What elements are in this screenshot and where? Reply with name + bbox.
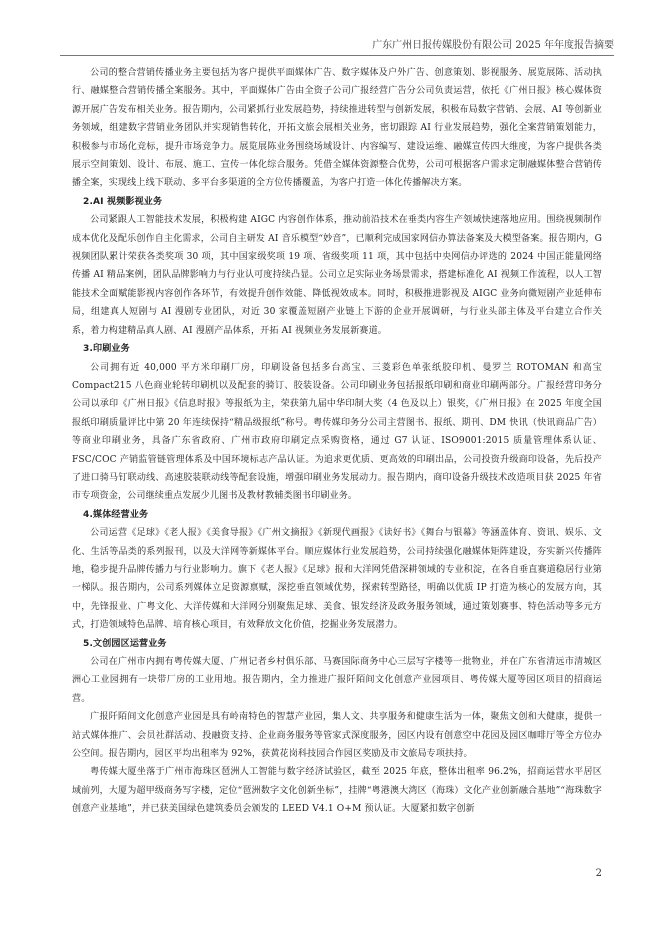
page-number: 2 (595, 868, 602, 879)
section-heading-ai-video: 2.AI 视频影视业务 (83, 196, 163, 207)
report-header: 广东广州日报传媒股份有限公司 2025 年年度报告摘要 (372, 40, 614, 51)
paragraph-creative-park: 广报阡陌间文化创意产业园是具有岭南特色的智慧产业园，集人文、共享服务和健康生活为一体，聚焦文创和大健康，提供一站式媒体推广、会员社群活动、投融资支持、企业商务服务等管家式深度服务，园区内设有创意空中花园及园区咖啡厅等全方位办公空间。报告期内，园区平均出租率为 92%，获黄花岗科技园合作园区奖励及市文旅局专项扶持。 (72, 712, 602, 760)
report-body (72, 64, 602, 819)
paragraph-media-building: 粤传媒大厦坐落于广州市海珠区琶洲人工智能与数字经济试验区，截至 2025 年底，整体出租率 96.2%，招商运营水平居区域前列，大厦为超甲级商务写字楼，定位“琶洲数字文化创新坐标”，挂牌“粤港澳大湾区（海珠）文化产业创新融合基地”“海珠数字创意产业基地”，并已获美国绿色建筑委员会颁发的 LEED V4.1 O+M 预认证。大厦紧扣数字创新 (72, 767, 602, 815)
paragraph-media-operation: 公司运营《足球》《老人报》《美食导报》《广州文摘报》《新现代画报》《读好书》《舞台与银幕》等涵盖体育、资讯、娱乐、文化、生活等品类的系列报刊，以及大洋网等新媒体平台。顺应媒体行业发展趋势，公司持续强化融媒体矩阵建设，夯实新兴传播阵地，稳步提升品牌传播力与行业影响力。旗下《老人报》《足球》报和大洋网凭借深耕领域的专业积淀，在各自垂直赛道稳居行业第一梯队。报告期内，公司系列媒体立足资源禀赋，深挖垂直领域优势，探索转型路径，明确以优质 IP 打造为核心的发展方向，其中，先锋报业、广粤文化、大洋传媒和大洋网分别聚焦足球、美食、银发经济及政务服务领域，通过策划赛事、特色活动等多元方式，打造领域特色品牌、培育核心项目，有效释放文化价值，挖掘业务发展潜力。 (72, 528, 602, 631)
section-heading-creative-park: 5.文创园区运营业务 (83, 638, 167, 649)
paragraph-properties: 公司在广州市内拥有粤传媒大厦、广州记者乡村俱乐部、马赛国际商务中心三层写字楼等一批物业，并在广东省清远市清城区洲心工业园拥有一块带厂房的工业用地。报告期内，全力推进广报阡陌间文化创意产业园项目、粤传媒大厦等园区项目的招商运营。 (72, 657, 602, 704)
header-divider (60, 55, 614, 56)
section-heading-media-operation: 4.媒体经营业务 (83, 509, 149, 520)
paragraph-integrated-marketing: 公司的整合营销传播业务主要包括为客户提供平面媒体广告、数字媒体及户外广告、创意策划、影视服务、展览展陈、活动执行、融媒整合营销传播全案服务。其中，平面媒体广告由全资子公司广报经营广告分公司负责运营，依托《广州日报》核心媒体资源开展广告发布相关业务。报告期内，公司紧抓行业发展趋势，持续推进转型与创新发展，积极布局数字营销、会展、AI 等创新业务领域，组建数字营销业务团队并实现销售转化，开拓文旅会展相关业务，密切跟踪 AI 行业发展趋势，强化全案营销策划能力，积极参与市场化竞标，提升市场竞争力。展览展陈业务围绕场域设计、内容编写、建设运维、融媒宣传四大维度，为客户提供各类展示空间策划、设计、布展、施工、宣传一体化综合服务。凭借全媒体资源整合优势，公司可根据客户需求定制融媒体整合营销传播全案，实现线上线下联动、多平台多渠道的全方位传播覆盖，为客户打造一体化传播解决方案。 (72, 68, 602, 189)
section-heading-printing: 3.印刷业务 (83, 344, 130, 355)
paragraph-printing: 公司拥有近 40,000 平方米印刷厂房，印刷设备包括多台高宝、三菱彩色单张纸胶印机、曼罗兰 ROTOMAN 和高宝 Compact215 八色商业轮转印刷机以及配套的骑订、胶装设备。公司印刷业务包括报纸印刷和商业印刷两部分。广报经营印务分公司以承印《广州日报》《信息时报》等报纸为主，荣获第九届中华印制大奖（4 色及以上）银奖，《广州日报》在 2025 年度全国报纸印刷质量评比中第 20 年连续保持“精品级报纸”称号。粤传媒印务分公司主营图书、报纸、期刊、DM 快讯（快讯商品广告）等商业印刷业务，具备广东省政府、广州市政府印刷定点采购资格，通过 G7 认证、ISO9001:2015 质量管理体系认证、FSC/COC 产销监管链管理体系及中国环境标志产品认证。为追求更优质、更高效的印刷出品，公司投资升级商印设备，先后投产了进口骑马钉联动线、高速胶装联动线等配套设施，增强印刷业务发展动力。报告期内，商印设备升级技术改造项目获 2025 年省市专项资金，公司继续重点发展少儿图书及教材教辅类图书印刷业务。 (72, 362, 602, 502)
paragraph-ai-video: 公司紧跟人工智能技术发展，积极构建 AIGC 内容创作体系，推动前沿技术在垂类内容生产领域快速落地应用。围绕视频制作成本优化及配乐创作自主化需求，公司自主研发 AI 音乐模型“妙音”，已顺利完成国家网信办算法备案及大模型备案。报告期内，G 视频团队累计荣获各类奖项 30 项，其中国家级奖项 19 项、省级奖项 11 项，其中包括中央网信办评选的 2024 中国正能量网络传播 AI 精品案例，团队品牌影响力与行业认可度持续凸显。公司立足实际业务场景需求，搭建标准化 AI 视频工作流程，以人工智能技术全面赋能影视内容创作各环节，有效提升创作效能、降低视效成本。同时，积极推进影视及 AIGC 业务向微短剧产业延伸布局，组建真人短剧与 AI 漫剧专业团队，对近 30 家覆盖短剧产业链上下游的企业开展调研，与行业头部主体及平台建立合作关系，着力构建精品真人剧、AI 漫剧产品体系，开拓 AI 视频业务发展新赛道。 (72, 215, 603, 336)
